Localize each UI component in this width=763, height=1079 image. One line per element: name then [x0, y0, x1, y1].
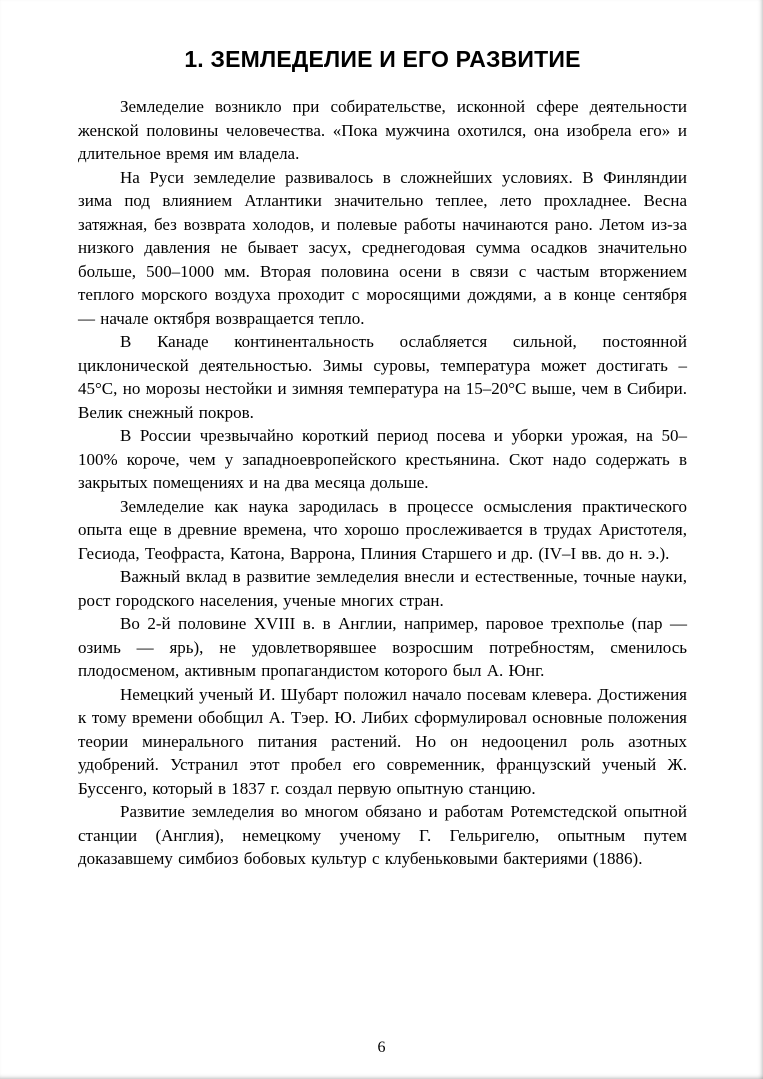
body-text: [78, 95, 687, 871]
paragraph: Земледелие возникло при собирательстве, исконной сфере деятельности женской половины человечества. «Пока мужчина охотился, она изобрела его» и длительное время им владела.: [78, 97, 687, 163]
paragraph: Земледелие как наука зародилась в процессе осмысления практического опыта еще в древние времена, что хорошо прослеживается в трудах Аристотеля, Гесиода, Теофраста, Катона, Варрона, Плиния Старшего и др. (IV–I вв. до н. э.).: [78, 496, 687, 563]
paragraph: В России чрезвычайно короткий период посева и уборки урожая, на 50–100% короче, чем у западноевропейского крестьянина. Скот надо содержать в закрытых помещениях и на два месяца дольше.: [78, 426, 687, 492]
paragraph: Во 2-й половине XVIII в. в Англии, например, паровое трехполье (пар — озимь — ярь), не удовлетворявшее возросшим потребностям, сменилось плодосменом, активным пропагандистом которого был А. Юнг.: [78, 614, 687, 680]
page-title: 1. ЗЕМЛЕДЕЛИЕ И ЕГО РАЗВИТИЕ: [184, 46, 581, 72]
page-number: 6: [377, 1039, 386, 1056]
paragraph: На Руси земледелие развивалось в сложнейших условиях. В Финляндии зима под влиянием Атлантики значительно теплее, лето прохладнее. Весна затяжная, без возврата холодов, и полевые работы начинаются рано. Летом из-за низкого давления не бывает засух, среднегодовая сумма осадков значительно больше, 500–1000 мм. Вторая половина осени в связи с частым вторжением теплого морского воздуха проходит с моросящими дождями, а в конце сентября — начале октября возвращается тепло.: [78, 167, 687, 328]
paragraph: Развитие земледелия во многом обязано и работам Ротемстедской опытной станции (Англия), немецкому ученому Г. Гельригелю, опытным путем доказавшему симбиоз бобовых культур с клубеньковыми бактериями (1886).: [78, 802, 687, 868]
paragraph: В Канаде континентальность ослабляется сильной, постоянной циклонической деятельностью. Зимы суровы, температура может достигать –45°С, но морозы нестойки и зимняя температура на 15–20°С выше, чем в Сибири. Велик снежный покров.: [78, 332, 687, 422]
paragraph: Немецкий ученый И. Шубарт положил начало посевам клевера. Достижения к тому времени обобщил А. Тэер. Ю. Либих сформулировал основные положения теории минерального питания растений. Но он недооценил роль азотных удобрений. Устранил этот пробел его современник, французский ученый Ж. Буссенго, который в 1837 г. создал первую опытную станцию.: [78, 684, 687, 798]
paragraph: Важный вклад в развитие земледелия внесли и естественные, точные науки, рост городского населения, ученые многих стран.: [78, 567, 687, 610]
